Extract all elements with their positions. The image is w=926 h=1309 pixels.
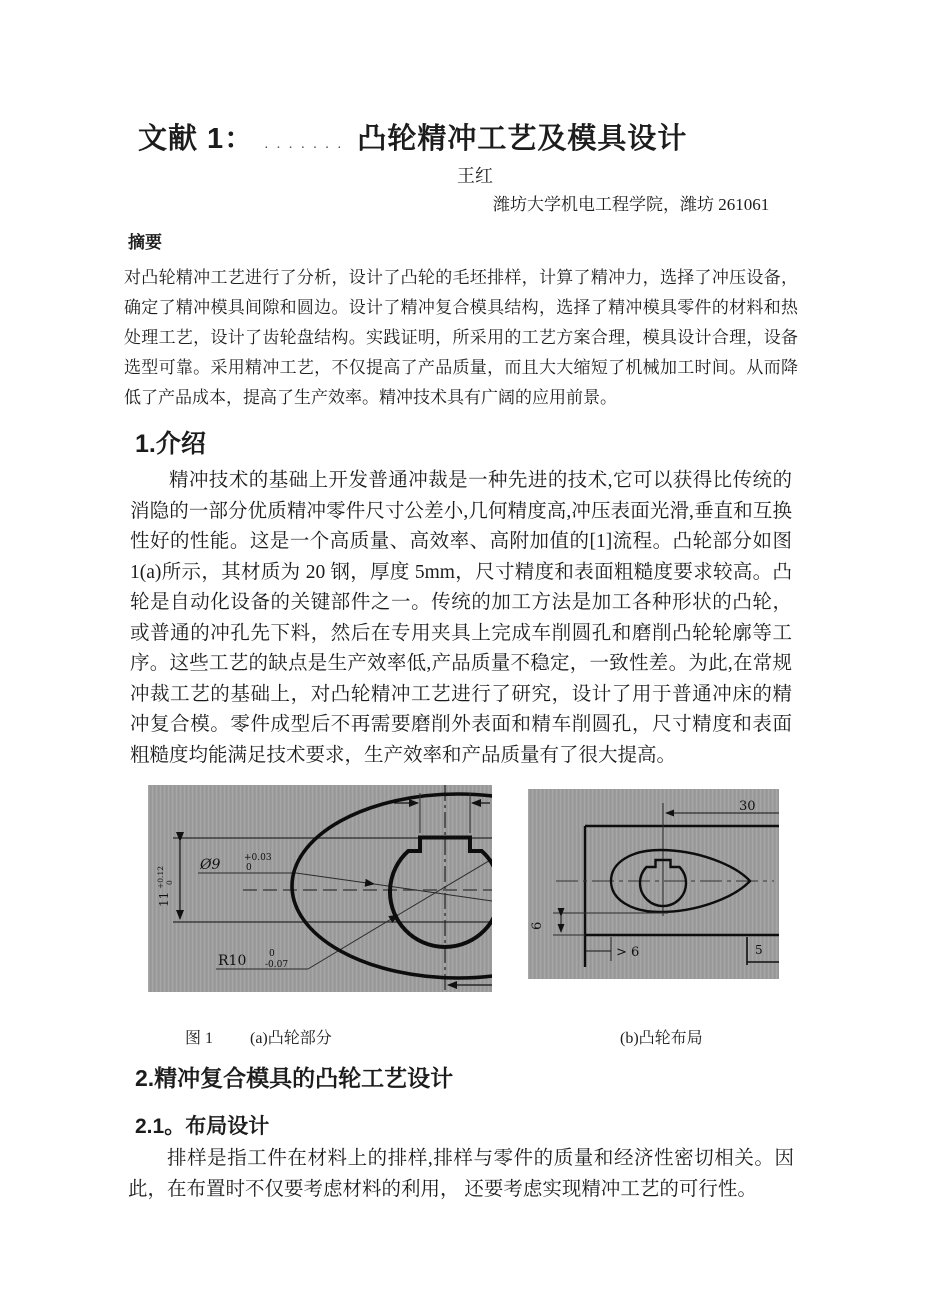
- svg-text:Ø9: Ø9: [200, 857, 221, 873]
- svg-text:0: 0: [246, 863, 252, 873]
- radius-leader-arrow: [308, 915, 398, 969]
- page-title: [138, 116, 687, 157]
- title-text: 凸轮精冲工艺及模具设计: [357, 123, 688, 155]
- dim-30-label: 30: [739, 799, 756, 814]
- figure-1a-cam-part-drawing: [148, 785, 492, 992]
- svg-text:11: 11: [157, 891, 171, 907]
- svg-text:R10: R10: [218, 953, 247, 969]
- abstract-text: 对凸轮精冲工艺进行了分析，设计了凸轮的毛坯排样，计算了精冲力，选择了冲压设备，确定了精冲模具间隙和圆边。设计了精冲复合模具结构，选择了精冲模具零件的材料和热处理工艺，设计了齿轮盘结构。实践证明，所采用的工艺方案合理，模具设计合理，设备选型可靠。采用精冲工艺，不仅提高了产品质量，而且大大缩短了机械加工时间。从而降低了产品成本，提高了生产效率。精冲技术具有广阔的应用前景。: [124, 268, 798, 407]
- abstract-heading: 摘要: [128, 233, 162, 252]
- section-1-text: 精冲技术的基础上开发普通冲裁是一种先进的技术,它可以获得比传统的消隐的一部分优质精冲零件尺寸公差小,几何精度高,冲压表面光滑,垂直和互换性好的性能。这是一个高质量、高效率、高附加值的[1]流程。凸轮部分如图 1(a)所示，其材质为 20 钢，厚度 5mm，尺寸精度和表面粗糙度要求较高。凸轮是自动化设备的关键部件之一。传统的加工方法是加工各种形状的凸轮，或普通的冲孔先下料，然后在专用夹具上完成车削圆孔和磨削凸轮轮廓等工序。这些工艺的缺点是生产效率低,产品质量不稳定，一致性差。为此,在常规冲裁工艺的基础上，对凸轮精冲工艺进行了研究，设计了用于普通冲床的精冲复合模。零件成型后不再需要磨削外表面和精车削圆孔，尺寸精度和表面粗糙度均能满足技术要求，生产效率和产品质量有了很大提高。: [130, 470, 792, 766]
- section-2-heading: 2.精冲复合模具的凸轮工艺设计: [135, 1065, 454, 1091]
- svg-text:+0.03: +0.03: [244, 853, 272, 863]
- dim-6-label: [530, 922, 545, 930]
- dim-hole-label: [199, 853, 272, 873]
- svg-text:6: 6: [530, 921, 545, 930]
- svg-text:+0.12: +0.12: [156, 866, 165, 889]
- figure-caption-b: (b)凸轮布局: [620, 1030, 703, 1047]
- cam-hole-keyway: [390, 838, 492, 947]
- figure-1b-cam-layout-drawing: [528, 789, 779, 979]
- dim-11-label: [156, 866, 174, 907]
- author-name: 王红: [457, 166, 493, 186]
- title-dots: .......: [264, 135, 350, 152]
- author-affiliation: 潍坊大学机电工程学院，潍坊 261061: [493, 195, 770, 214]
- dim-radius-label: [218, 949, 288, 970]
- cam-part-technical-drawing: [148, 785, 492, 992]
- figure-caption-a: (a)凸轮部分: [250, 1030, 332, 1047]
- doc-label: 文献 1：: [138, 123, 255, 155]
- cam-layout-technical-drawing: [528, 789, 779, 979]
- figure-caption-number: 图 1: [185, 1030, 214, 1047]
- right-dim-partial-label: 5: [755, 943, 763, 957]
- svg-text:0: 0: [269, 949, 275, 959]
- hole-leader-arrow: [296, 873, 374, 884]
- svg-text:-0.07: -0.07: [265, 960, 289, 970]
- spacing-label: > 6: [616, 945, 640, 960]
- section-1-heading: 1.介绍: [135, 430, 206, 458]
- section-2-1-text: 排样是指工件在材料上的排样,排样与零件的质量和经济性密切相关。因此，在布置时不仅要考虑材料的利用， 还要考虑实现精冲工艺的可行性。: [128, 1148, 794, 1200]
- section-2-1-heading: 2.1。布局设计: [135, 1115, 270, 1138]
- svg-text:0: 0: [165, 880, 174, 885]
